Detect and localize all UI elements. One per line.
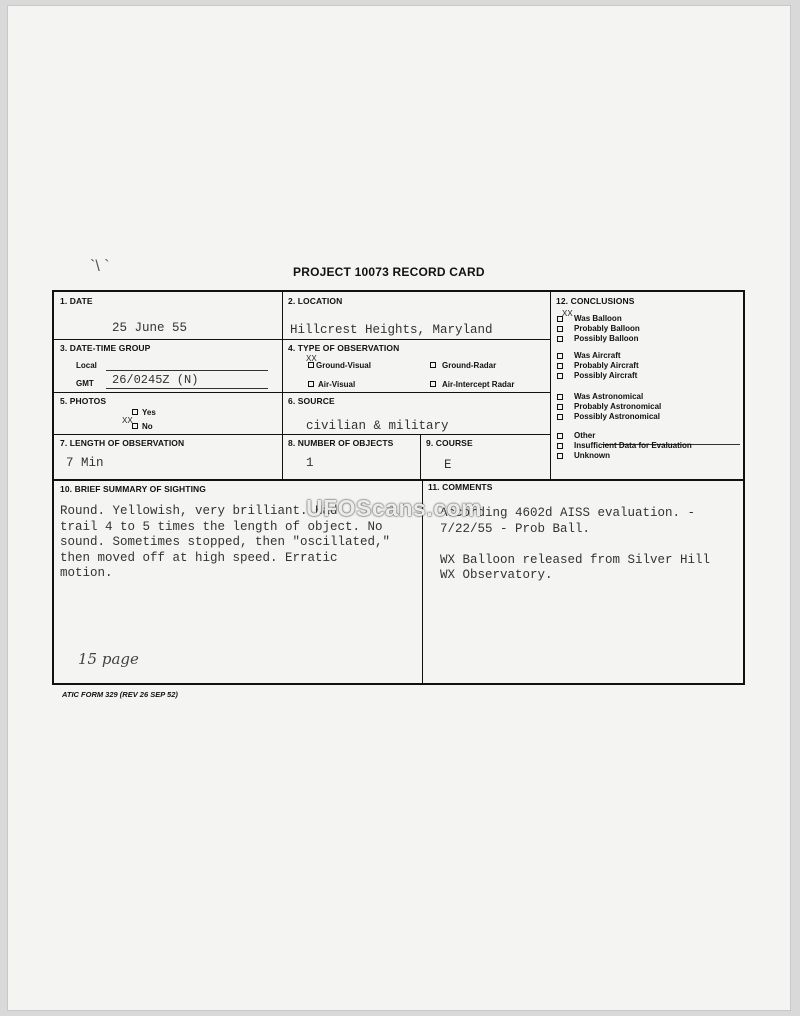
divider: [550, 292, 551, 479]
photos-yes-checkbox: [132, 409, 138, 415]
photos-header: 5. PHOTOS: [60, 396, 107, 406]
conclusion-checkbox: [557, 414, 563, 420]
summary-line: trail 4 to 5 times the length of object. No: [60, 519, 383, 534]
ground-radar-checkbox: [430, 362, 436, 368]
gmt-value: 26/0245Z (N): [112, 373, 199, 387]
air-visual-checkbox: [308, 381, 314, 387]
course-header: 9. COURSE: [426, 438, 473, 448]
conclusion-checkbox: [557, 316, 563, 322]
conclusion-item: Probably Astronomical: [574, 402, 662, 411]
conclusion-checkbox: [557, 363, 563, 369]
conclusion-item: Was Aircraft: [574, 351, 621, 360]
photos-no-checkbox: [132, 423, 138, 429]
pencil-mark: `\ `: [90, 258, 110, 275]
comment-line: According 4602d AISS evaluation. -: [440, 506, 696, 520]
conclusion-item: Other: [574, 431, 596, 440]
divider: [420, 434, 421, 479]
conclusion-item: Was Astronomical: [574, 392, 644, 401]
conclusion-checkbox: [557, 326, 563, 332]
conclusion-checkbox: [557, 353, 563, 359]
location-value: Hillcrest Heights, Maryland: [290, 323, 493, 337]
conclusion-checkbox: [557, 394, 563, 400]
card-title: PROJECT 10073 RECORD CARD: [293, 265, 485, 279]
ground-radar-label: Ground-Radar: [442, 361, 497, 370]
source-value: civilian & military: [306, 419, 449, 433]
photos-no-label: No: [142, 422, 153, 431]
summary-line: Round. Yellowish, very brilliant. Had: [60, 504, 338, 518]
course-value: E: [444, 458, 452, 472]
record-card: [52, 290, 745, 685]
divider: [282, 292, 283, 479]
conclusion-checkbox: [557, 336, 563, 342]
divider: [54, 479, 745, 481]
conclusion-checkbox: [557, 433, 563, 439]
conclusion-checkbox: [557, 373, 563, 379]
air-intercept-label: Air-Intercept Radar: [442, 380, 515, 389]
conclusion-item: Possibly Balloon: [574, 334, 639, 343]
watermark: UFOScans.com: [306, 495, 482, 521]
length-header: 7. LENGTH OF OBSERVATION: [60, 438, 185, 448]
local-label: Local: [76, 361, 97, 370]
form-number: ATIC FORM 329 (REV 26 SEP 52): [62, 690, 178, 699]
comment-line: WX Balloon released from Silver Hill: [440, 552, 711, 567]
divider: [54, 434, 550, 435]
ground-visual-label: Ground-Visual: [316, 361, 371, 370]
photos-no-mark: XX: [122, 416, 133, 426]
comments-header: 11. COMMENTS: [428, 482, 493, 492]
conclusion-checkbox: [557, 404, 563, 410]
gmt-label: GMT: [76, 379, 94, 388]
air-intercept-checkbox: [430, 381, 436, 387]
conclusion-item: Possibly Aircraft: [574, 371, 638, 380]
summary-line: then moved off at high speed. Erratic: [60, 550, 338, 565]
handwritten-signature: 15 page: [78, 650, 139, 668]
summary-line: motion.: [60, 566, 113, 580]
conclusion-checkbox: [557, 443, 563, 449]
photos-yes-label: Yes: [142, 408, 156, 417]
date-value: 25 June 55: [112, 321, 188, 335]
air-visual-label: Air-Visual: [318, 380, 356, 389]
divider: [54, 339, 550, 340]
gmt-line: [106, 388, 268, 389]
objects-header: 8. NUMBER OF OBJECTS: [288, 438, 394, 448]
conclusion-item: Insufficient Data for Evaluation: [574, 441, 692, 450]
location-header: 2. LOCATION: [288, 296, 343, 306]
conclusion-item: Possibly Astronomical: [574, 412, 660, 421]
comment-line: 7/22/55 - Prob Ball.: [440, 521, 591, 536]
conclusions-header: 12. CONCLUSIONS: [556, 296, 635, 306]
divider: [54, 392, 550, 393]
objects-value: 1: [306, 456, 314, 470]
was-balloon-mark: XX: [562, 309, 573, 319]
summary-header: 10. BRIEF SUMMARY OF SIGHTING: [60, 484, 206, 494]
conclusion-item: Probably Aircraft: [574, 361, 639, 370]
conclusion-checkbox: [557, 453, 563, 459]
dtg-header: 3. DATE-TIME GROUP: [60, 343, 151, 353]
obs-type-header: 4. TYPE OF OBSERVATION: [288, 343, 400, 353]
comment-line: WX Observatory.: [440, 568, 553, 582]
length-value: 7 Min: [66, 456, 104, 470]
local-line: [106, 370, 268, 371]
date-header: 1. DATE: [60, 296, 93, 306]
conclusion-item: Unknown: [574, 451, 610, 460]
conclusion-item: Was Balloon: [574, 314, 622, 323]
ground-visual-mark: XX: [306, 354, 317, 364]
summary-line: sound. Sometimes stopped, then "oscillated,": [60, 535, 391, 549]
conclusion-item: Probably Balloon: [574, 324, 640, 333]
source-header: 6. SOURCE: [288, 396, 335, 406]
